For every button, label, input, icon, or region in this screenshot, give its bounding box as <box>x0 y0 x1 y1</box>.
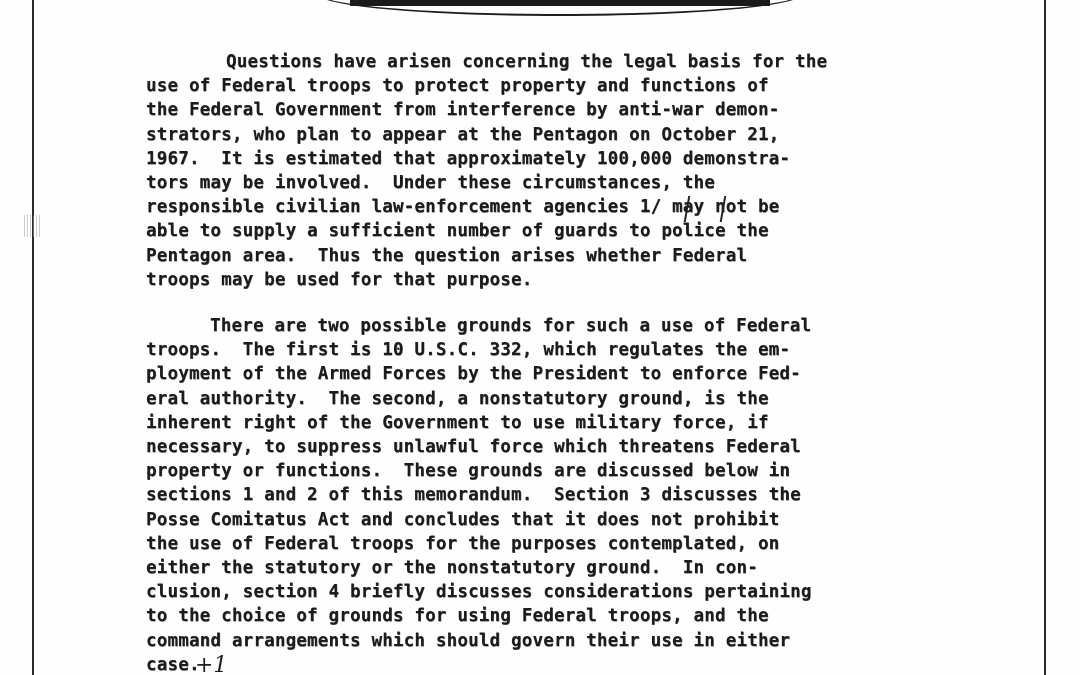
paragraph-1 <box>146 50 926 292</box>
paragraph-line: Questions have arisen concerning the legal basis for the <box>226 52 828 72</box>
paragraph-line: inherent right of the Government to use military force, if <box>146 412 769 433</box>
paragraph-line: the use of Federal troops for the purposes contemplated, on <box>146 533 780 554</box>
paragraph-line: command arrangements which should govern their use in either <box>146 630 791 651</box>
paragraph-2 <box>146 314 926 675</box>
paragraph-line: 1967. It is estimated that approximately 100,000 demonstra- <box>146 148 791 169</box>
paragraph-line: troops. The first is 10 U.S.C. 332, which regulates the em- <box>146 340 791 361</box>
paragraph-line: necessary, to suppress unlawful force which threatens Federal <box>146 437 801 458</box>
paragraph-line: sections 1 and 2 of this memorandum. Section 3 discusses the <box>146 485 801 506</box>
paragraph-line: to the choice of grounds for using Federal troops, and the <box>146 606 769 627</box>
paragraph-line: tors may be involved. Under these circumstances, the <box>146 173 716 194</box>
paragraph-line: troops may be used for that purpose. <box>146 269 533 290</box>
paragraph-line: ployment of the Armed Forces by the President to enforce Fed- <box>146 364 801 385</box>
paragraph-line: case. <box>146 654 200 675</box>
paragraph-line: the Federal Government from interference by anti-war demon- <box>146 100 780 121</box>
paragraph-line: responsible civilian law-enforcement agencies 1/ may not be <box>146 197 780 218</box>
paragraph-line: either the statutory or the nonstatutory ground. In con- <box>146 558 758 579</box>
paragraph-line: eral authority. The second, a nonstatutory ground, is the <box>146 388 769 409</box>
page-left-edge <box>32 0 34 675</box>
paragraph-line: There are two possible grounds for such a use of Federal <box>210 316 812 336</box>
paragraph-line: clusion, section 4 briefly discusses considerations pertaining <box>146 582 812 603</box>
paragraph-line: use of Federal troops to protect property and functions of <box>146 76 769 97</box>
footnote-handwritten-mark <box>684 196 727 222</box>
paragraph-line: Pentagon area. Thus the question arises whether Federal <box>146 245 748 266</box>
scan-artifact <box>24 215 42 237</box>
redacted-header-line <box>350 0 770 6</box>
paragraph-line: Posse Comitatus Act and concludes that it does not prohibit <box>146 509 780 530</box>
paragraph-line: property or functions. These grounds are discussed below in <box>146 461 791 482</box>
paragraph-line: able to supply a sufficient number of guards to police the <box>146 221 769 242</box>
handwritten-note: +1 <box>195 653 228 675</box>
page-right-edge <box>1044 0 1046 675</box>
paragraph-line: strators, who plan to appear at the Pentagon on October 21, <box>146 124 780 145</box>
